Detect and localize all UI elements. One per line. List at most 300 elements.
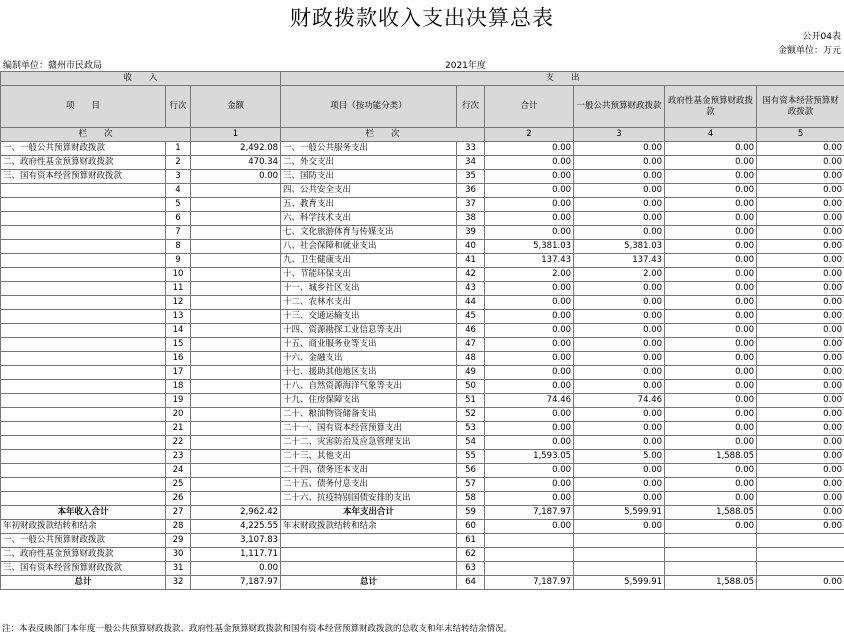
- income-item-cell: [1, 464, 166, 478]
- expense-item-cell: 十九、住房保障支出: [281, 394, 457, 408]
- expense-item-cell: 三、国防支出: [281, 170, 457, 184]
- fund-budget-cell: 0.00: [665, 352, 757, 366]
- income-amount-cell: [191, 408, 281, 422]
- income-amount-cell: [191, 240, 281, 254]
- expense-total-cell: [485, 534, 574, 548]
- table-row: [1, 506, 844, 520]
- expense-item-cell: 二十六、抗疫特别国债安排的支出: [281, 492, 457, 506]
- general-budget-cell: 0.00: [574, 436, 665, 450]
- expense-item-cell: 二十、粮油物资储备支出: [281, 408, 457, 422]
- income-amount-cell: [191, 338, 281, 352]
- fund-budget-cell: [665, 548, 757, 562]
- income-amount-cell: [191, 366, 281, 380]
- income-amount-cell: 2,962.42: [191, 506, 281, 520]
- reporting-organization: 编制单位：赣州市民政局: [3, 61, 103, 71]
- table-row: [1, 548, 844, 562]
- expense-item-cell: 年末财政拨款结转和结余: [281, 520, 457, 534]
- general-budget-cell: [574, 562, 665, 576]
- expense-row-no-cell: 60: [457, 520, 485, 534]
- income-amount-cell: 1,117.71: [191, 548, 281, 562]
- state-capital-cell: 0.00: [757, 170, 844, 184]
- table-row: [1, 310, 844, 324]
- column-index-3: 3: [574, 128, 665, 142]
- income-item-cell: [1, 352, 166, 366]
- expense-total-cell: 0.00: [485, 156, 574, 170]
- income-amount-cell: [191, 310, 281, 324]
- expense-total-header: 合计: [485, 86, 574, 128]
- fund-budget-cell: 0.00: [665, 212, 757, 226]
- income-amount-cell: [191, 436, 281, 450]
- state-capital-cell: 0.00: [757, 324, 844, 338]
- state-capital-cell: [757, 562, 844, 576]
- expense-row-no-cell: 35: [457, 170, 485, 184]
- table-row: [1, 436, 844, 450]
- income-amount-cell: 470.34: [191, 156, 281, 170]
- income-row-no-cell: 2: [166, 156, 191, 170]
- fund-budget-cell: 0.00: [665, 408, 757, 422]
- state-capital-cell: 0.00: [757, 268, 844, 282]
- state-capital-cell: 0.00: [757, 282, 844, 296]
- fund-budget-cell: 0.00: [665, 394, 757, 408]
- income-amount-cell: [191, 198, 281, 212]
- expense-row-no-cell: 63: [457, 562, 485, 576]
- amount-unit: 金额单位：万元: [777, 46, 841, 56]
- fund-budget-cell: [665, 534, 757, 548]
- expense-total-cell: 2.00: [485, 268, 574, 282]
- fund-budget-cell: 0.00: [665, 492, 757, 506]
- general-budget-cell: [574, 534, 665, 548]
- expense-item-cell: 十六、金融支出: [281, 352, 457, 366]
- expense-item-cell: 十四、资源勘探工业信息等支出: [281, 324, 457, 338]
- expense-row-no-cell: 53: [457, 422, 485, 436]
- income-row-no-cell: 24: [166, 464, 191, 478]
- income-item-cell: [1, 226, 166, 240]
- income-item-cell: 一、一般公共预算财政拨款: [1, 534, 166, 548]
- column-index-label: 栏 次: [1, 128, 191, 142]
- income-amount-cell: [191, 478, 281, 492]
- income-row-no-cell: 8: [166, 240, 191, 254]
- income-row-no-cell: 30: [166, 548, 191, 562]
- form-code: 公开04表: [802, 32, 841, 42]
- income-item-cell: 一、一般公共预算财政拨款: [1, 142, 166, 156]
- income-item-cell: [1, 184, 166, 198]
- fund-budget-cell: 0.00: [665, 268, 757, 282]
- income-amount-cell: [191, 324, 281, 338]
- expense-total-cell: 0.00: [485, 324, 574, 338]
- fund-budget-cell: 0.00: [665, 170, 757, 184]
- income-row-no-cell: 11: [166, 282, 191, 296]
- income-row-no-cell: 9: [166, 254, 191, 268]
- income-row-no-cell: 12: [166, 296, 191, 310]
- expense-total-cell: 0.00: [485, 492, 574, 506]
- general-budget-cell: 0.00: [574, 184, 665, 198]
- expense-row-no-cell: 56: [457, 464, 485, 478]
- general-budget-cell: 0.00: [574, 464, 665, 478]
- fund-budget-cell: 0.00: [665, 422, 757, 436]
- general-budget-cell: 2.00: [574, 268, 665, 282]
- general-budget-cell: 5.00: [574, 450, 665, 464]
- income-amount-cell: [191, 352, 281, 366]
- expense-row-no-cell: 61: [457, 534, 485, 548]
- state-capital-cell: 0.00: [757, 422, 844, 436]
- income-item-cell: [1, 394, 166, 408]
- income-item-cell: 本年收入合计: [1, 506, 166, 520]
- expense-total-cell: 0.00: [485, 422, 574, 436]
- general-budget-cell: 0.00: [574, 338, 665, 352]
- expense-item-cell: 十二、农林水支出: [281, 296, 457, 310]
- state-capital-cell: 0.00: [757, 464, 844, 478]
- expense-row-no-cell: 40: [457, 240, 485, 254]
- expense-total-cell: 0.00: [485, 212, 574, 226]
- income-amount-cell: 2,492.08: [191, 142, 281, 156]
- table-row: [1, 492, 844, 506]
- general-budget-cell: [574, 548, 665, 562]
- general-budget-cell: 0.00: [574, 408, 665, 422]
- expense-row-no-cell: 43: [457, 282, 485, 296]
- table-row: [1, 212, 844, 226]
- table-row: [1, 450, 844, 464]
- income-row-no-cell: 14: [166, 324, 191, 338]
- expense-row-no-header: 行次: [457, 86, 485, 128]
- general-budget-cell: 137.43: [574, 254, 665, 268]
- column-index-2: 2: [485, 128, 574, 142]
- income-amount-header: 金额: [191, 86, 281, 128]
- income-row-no-cell: 25: [166, 478, 191, 492]
- expense-total-cell: 0.00: [485, 408, 574, 422]
- state-capital-cell: 0.00: [757, 478, 844, 492]
- expense-item-cell: 八、社会保障和就业支出: [281, 240, 457, 254]
- income-amount-cell: 0.00: [191, 170, 281, 184]
- expense-row-no-cell: 42: [457, 268, 485, 282]
- income-item-cell: [1, 422, 166, 436]
- general-budget-cell: 0.00: [574, 170, 665, 184]
- income-item-cell: [1, 478, 166, 492]
- expense-total-cell: 0.00: [485, 184, 574, 198]
- general-budget-cell: 0.00: [574, 282, 665, 296]
- income-item-cell: [1, 282, 166, 296]
- income-item-cell: [1, 338, 166, 352]
- expense-row-no-cell: 50: [457, 380, 485, 394]
- income-row-no-cell: 29: [166, 534, 191, 548]
- general-budget-cell: 5,381.03: [574, 240, 665, 254]
- expense-row-no-cell: 44: [457, 296, 485, 310]
- expense-total-cell: 0.00: [485, 520, 574, 534]
- income-amount-cell: 7,187.97: [191, 576, 281, 590]
- general-budget-cell: 0.00: [574, 212, 665, 226]
- expense-item-cell: 二十五、债务付息支出: [281, 478, 457, 492]
- income-row-no-cell: 31: [166, 562, 191, 576]
- fund-budget-cell: 0.00: [665, 366, 757, 380]
- expense-item-cell: 十三、交通运输支出: [281, 310, 457, 324]
- fund-budget-cell: 0.00: [665, 240, 757, 254]
- expense-row-no-cell: 46: [457, 324, 485, 338]
- general-budget-cell: 0.00: [574, 198, 665, 212]
- fund-budget-cell: 0.00: [665, 324, 757, 338]
- expense-total-cell: 0.00: [485, 380, 574, 394]
- expense-total-cell: 0.00: [485, 338, 574, 352]
- expense-item-cell: 十、节能环保支出: [281, 268, 457, 282]
- table-row: [1, 184, 844, 198]
- fund-budget-cell: 0.00: [665, 520, 757, 534]
- state-capital-cell: 0.00: [757, 450, 844, 464]
- general-budget-cell: 0.00: [574, 520, 665, 534]
- expense-item-cell: [281, 562, 457, 576]
- table-row: [1, 520, 844, 534]
- table-row: [1, 534, 844, 548]
- expense-item-cell: 五、教育支出: [281, 198, 457, 212]
- state-capital-cell: 0.00: [757, 492, 844, 506]
- income-amount-cell: [191, 226, 281, 240]
- state-capital-header: 国有资本经营预算财政拨款: [757, 86, 844, 128]
- fund-budget-cell: 0.00: [665, 156, 757, 170]
- expense-total-cell: 0.00: [485, 170, 574, 184]
- state-capital-cell: 0.00: [757, 380, 844, 394]
- expense-total-cell: 0.00: [485, 296, 574, 310]
- state-capital-cell: 0.00: [757, 142, 844, 156]
- income-row-no-cell: 16: [166, 352, 191, 366]
- income-row-no-cell: 17: [166, 366, 191, 380]
- expense-item-cell: [281, 534, 457, 548]
- table-row: [1, 254, 844, 268]
- income-amount-cell: [191, 184, 281, 198]
- expense-total-cell: 7,187.97: [485, 576, 574, 590]
- expense-row-no-cell: 64: [457, 576, 485, 590]
- column-index-4: 4: [665, 128, 757, 142]
- expense-item-cell: 二十一、国有资本经营预算支出: [281, 422, 457, 436]
- general-budget-cell: 0.00: [574, 478, 665, 492]
- table-row: [1, 576, 844, 590]
- income-amount-cell: 0.00: [191, 562, 281, 576]
- fund-budget-cell: 0.00: [665, 436, 757, 450]
- column-index-1: 1: [191, 128, 281, 142]
- income-item-header: 项 目: [1, 86, 166, 128]
- fund-budget-cell: 0.00: [665, 296, 757, 310]
- state-capital-cell: 0.00: [757, 394, 844, 408]
- expense-item-cell: 二十二、灾害防治及应急管理支出: [281, 436, 457, 450]
- expense-row-no-cell: 45: [457, 310, 485, 324]
- income-item-cell: [1, 296, 166, 310]
- fiscal-year: 2021年度: [445, 61, 486, 71]
- income-item-cell: 二、政府性基金预算财政拨款: [1, 156, 166, 170]
- income-row-no-cell: 18: [166, 380, 191, 394]
- table-row: [1, 282, 844, 296]
- state-capital-cell: 0.00: [757, 408, 844, 422]
- table-row: [1, 240, 844, 254]
- general-budget-cell: 0.00: [574, 422, 665, 436]
- expense-row-no-cell: 37: [457, 198, 485, 212]
- general-budget-cell: 5,599.91: [574, 506, 665, 520]
- state-capital-cell: 0.00: [757, 310, 844, 324]
- state-capital-cell: 0.00: [757, 226, 844, 240]
- expense-row-no-cell: 36: [457, 184, 485, 198]
- state-capital-cell: 0.00: [757, 436, 844, 450]
- income-row-no-cell: 27: [166, 506, 191, 520]
- state-capital-cell: 0.00: [757, 338, 844, 352]
- income-amount-cell: [191, 282, 281, 296]
- expense-item-cell: 二、外交支出: [281, 156, 457, 170]
- expense-row-no-cell: 39: [457, 226, 485, 240]
- fund-budget-cell: 0.00: [665, 142, 757, 156]
- expense-row-no-cell: 54: [457, 436, 485, 450]
- state-capital-cell: 0.00: [757, 352, 844, 366]
- income-amount-cell: [191, 268, 281, 282]
- expense-total-cell: 1,593.05: [485, 450, 574, 464]
- state-capital-cell: 0.00: [757, 212, 844, 226]
- expense-total-cell: 0.00: [485, 436, 574, 450]
- income-row-no-cell: 3: [166, 170, 191, 184]
- general-budget-cell: 0.00: [574, 324, 665, 338]
- income-row-no-cell: 20: [166, 408, 191, 422]
- state-capital-cell: 0.00: [757, 506, 844, 520]
- income-amount-cell: [191, 450, 281, 464]
- expense-row-no-cell: 51: [457, 394, 485, 408]
- table-row: [1, 198, 844, 212]
- expense-total-cell: 0.00: [485, 282, 574, 296]
- fund-budget-cell: 0.00: [665, 282, 757, 296]
- expense-row-no-cell: 49: [457, 366, 485, 380]
- fund-budget-cell: 0.00: [665, 464, 757, 478]
- income-item-cell: [1, 310, 166, 324]
- expense-row-no-cell: 58: [457, 492, 485, 506]
- income-row-no-cell: 19: [166, 394, 191, 408]
- footnote: 注：本表反映部门本年度一般公共预算财政拨款、政府性基金预算财政拨款和国有资本经营预算财政拨款的总收支和年末结转结余情况。: [2, 624, 513, 634]
- table-row: [1, 268, 844, 282]
- expense-item-cell: 四、公共安全支出: [281, 184, 457, 198]
- expense-total-cell: 0.00: [485, 366, 574, 380]
- expense-row-no-cell: 57: [457, 478, 485, 492]
- income-amount-cell: [191, 422, 281, 436]
- state-capital-cell: 0.00: [757, 520, 844, 534]
- table-row: [1, 170, 844, 184]
- income-amount-cell: [191, 492, 281, 506]
- state-capital-cell: [757, 548, 844, 562]
- income-row-no-cell: 22: [166, 436, 191, 450]
- table-row: [1, 366, 844, 380]
- fund-budget-cell: 0.00: [665, 226, 757, 240]
- expense-item-cell: 本年支出合计: [281, 506, 457, 520]
- expense-total-cell: 0.00: [485, 478, 574, 492]
- expense-total-cell: 0.00: [485, 142, 574, 156]
- income-item-cell: [1, 366, 166, 380]
- income-row-no-cell: 10: [166, 268, 191, 282]
- general-budget-cell: 0.00: [574, 296, 665, 310]
- table-row: [1, 394, 844, 408]
- income-amount-cell: [191, 394, 281, 408]
- expense-total-cell: 74.46: [485, 394, 574, 408]
- fund-budget-cell: 0.00: [665, 478, 757, 492]
- income-item-cell: [1, 212, 166, 226]
- state-capital-cell: 0.00: [757, 198, 844, 212]
- expense-row-no-cell: 38: [457, 212, 485, 226]
- fund-budget-cell: 0.00: [665, 254, 757, 268]
- income-item-cell: [1, 268, 166, 282]
- income-row-no-cell: 23: [166, 450, 191, 464]
- state-capital-cell: 0.00: [757, 366, 844, 380]
- table-row: [1, 478, 844, 492]
- income-row-no-cell: 1: [166, 142, 191, 156]
- income-item-cell: [1, 408, 166, 422]
- state-capital-cell: 0.00: [757, 254, 844, 268]
- expense-total-cell: 5,381.03: [485, 240, 574, 254]
- table-row: [1, 338, 844, 352]
- expense-row-no-cell: 41: [457, 254, 485, 268]
- expense-total-cell: [485, 562, 574, 576]
- expense-row-no-cell: 47: [457, 338, 485, 352]
- expense-row-no-cell: 52: [457, 408, 485, 422]
- fund-budget-cell: 0.00: [665, 380, 757, 394]
- income-amount-cell: 3,107.83: [191, 534, 281, 548]
- state-capital-cell: 0.00: [757, 296, 844, 310]
- table-row: [1, 324, 844, 338]
- income-row-no-cell: 26: [166, 492, 191, 506]
- general-budget-cell: 0.00: [574, 310, 665, 324]
- general-budget-cell: 0.00: [574, 226, 665, 240]
- income-row-no-cell: 21: [166, 422, 191, 436]
- general-budget-cell: 0.00: [574, 492, 665, 506]
- expense-item-cell: 总计: [281, 576, 457, 590]
- expense-total-cell: 0.00: [485, 352, 574, 366]
- expense-row-no-cell: 55: [457, 450, 485, 464]
- fiscal-summary-table: [0, 71, 844, 590]
- fund-budget-cell: 1,588.05: [665, 576, 757, 590]
- expense-row-no-cell: 48: [457, 352, 485, 366]
- expense-item-cell: 十七、援助其他地区支出: [281, 366, 457, 380]
- income-row-no-cell: 32: [166, 576, 191, 590]
- income-item-cell: [1, 436, 166, 450]
- income-amount-cell: 4,225.55: [191, 520, 281, 534]
- table-row: [1, 422, 844, 436]
- header-column-index-row: [1, 128, 844, 142]
- expense-section-header: 支 出: [281, 72, 844, 86]
- general-budget-cell: 0.00: [574, 366, 665, 380]
- expense-item-cell: 十一、城乡社区支出: [281, 282, 457, 296]
- table-row: [1, 562, 844, 576]
- state-capital-cell: 0.00: [757, 184, 844, 198]
- fund-budget-header: 政府性基金预算财政拨款: [665, 86, 757, 128]
- expense-item-cell: 二十四、债务还本支出: [281, 464, 457, 478]
- table-row: [1, 156, 844, 170]
- expense-item-cell: 十五、商业服务业等支出: [281, 338, 457, 352]
- income-item-cell: [1, 254, 166, 268]
- income-item-cell: [1, 240, 166, 254]
- income-item-cell: 三、国有资本经营预算财政拨款: [1, 562, 166, 576]
- income-amount-cell: [191, 212, 281, 226]
- table-row: [1, 296, 844, 310]
- general-budget-cell: 0.00: [574, 156, 665, 170]
- income-row-no-cell: 5: [166, 198, 191, 212]
- fund-budget-cell: 0.00: [665, 338, 757, 352]
- expense-total-cell: 0.00: [485, 464, 574, 478]
- column-index-5: 5: [757, 128, 844, 142]
- expense-row-no-cell: 33: [457, 142, 485, 156]
- expense-item-cell: 一、一般公共服务支出: [281, 142, 457, 156]
- income-item-cell: [1, 324, 166, 338]
- income-section-header: 收 入: [1, 72, 281, 86]
- expense-total-cell: 137.43: [485, 254, 574, 268]
- general-budget-cell: 5,599.91: [574, 576, 665, 590]
- expense-item-cell: [281, 548, 457, 562]
- income-amount-cell: [191, 254, 281, 268]
- expense-total-cell: 0.00: [485, 198, 574, 212]
- expense-total-cell: 0.00: [485, 310, 574, 324]
- table-row: [1, 380, 844, 394]
- income-row-no-cell: 15: [166, 338, 191, 352]
- general-budget-header: 一般公共预算财政拨款: [574, 86, 665, 128]
- expense-item-cell: 七、文化旅游体育与传媒支出: [281, 226, 457, 240]
- expense-total-cell: 0.00: [485, 226, 574, 240]
- income-item-cell: [1, 450, 166, 464]
- income-item-cell: 三、国有资本经营预算财政拨款: [1, 170, 166, 184]
